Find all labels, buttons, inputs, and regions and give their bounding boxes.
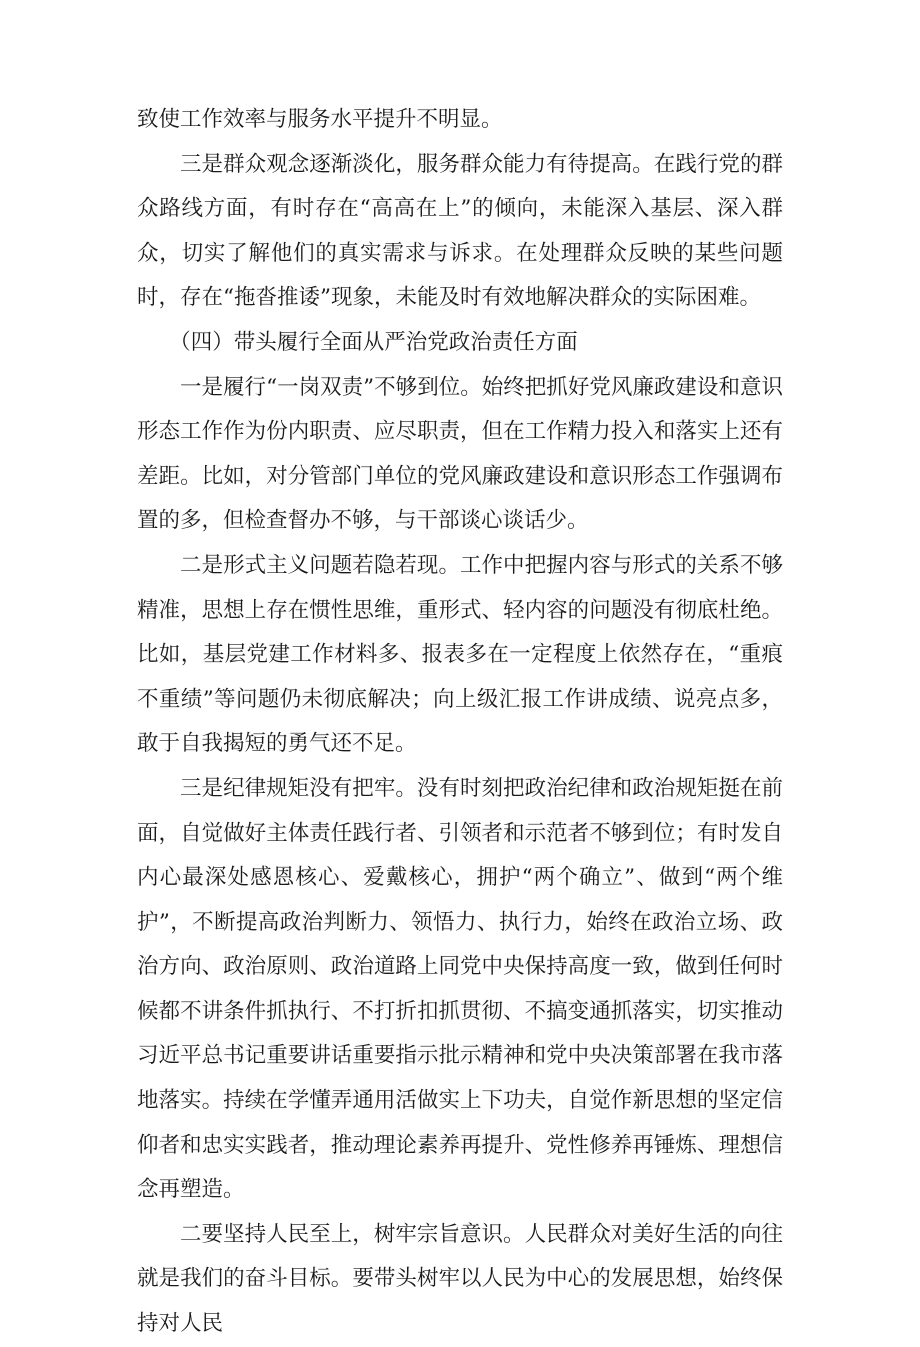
document-body xyxy=(137,98,783,1347)
paragraph-formalism: 二是形式主义问题若隐若现。工作中把握内容与形式的关系不够精准，思想上存在惯性思维，重形式、轻内容的问题没有彻底杜绝。比如，基层党建工作材料多、报表多在一定程度上依然存在，“重痕不重绩”等问题仍未彻底解决；向上级汇报工作讲成绩、说亮点多，敢于自我揭短的勇气还不足。 xyxy=(137,552,783,757)
paragraph-continuation: 致使工作效率与服务水平提升不明显。 xyxy=(137,107,503,132)
paragraph-people-first: 二要坚持人民至上，树牢宗旨意识。人民群众对美好生活的向往就是我们的奋斗目标。要带头树牢以人民为中心的发展思想，始终保持对人民 xyxy=(137,1221,783,1337)
paragraph-one-post-two-duties: 一是履行“一岗双责”不够到位。始终把抓好党风廉政建设和意识形态工作作为份内职责、应尽职责，但在工作精力投入和落实上还有差距。比如，对分管部门单位的党风廉政建设和意识形态工作强调布置的多，但检查督办不够，与干部谈心谈话少。 xyxy=(137,374,783,534)
section-heading-four: （四）带头履行全面从严治党政治责任方面 xyxy=(169,329,578,355)
paragraph-discipline-rules: 三是纪律规矩没有把牢。没有时刻把政治纪律和政治规矩挺在前面，自觉做好主体责任践行者、引领者和示范者不够到位；有时发自内心最深处感恩核心、爱戴核心，拥护“两个确立”、做到“两个维护”，不断提高政治判断力、领悟力、执行力，始终在政治立场、政治方向、政治原则、政治道路上同党中央保持高度一致，做到任何时候都不讲条件抓执行、不打折扣抓贯彻、不搞变通抓落实，切实推动习近平总书记重要讲话重要指示批示精神和党中央决策部署在我市落地落实。持续在学懂弄通用活做实上下功夫，自觉作新思想的坚定信仰者和忠实实践者，推动理论素养再提升、党性修养再锤炼、理想信念再塑造。 xyxy=(137,775,783,1203)
paragraph-mass-concept: 三是群众观念逐渐淡化，服务群众能力有待提高。在践行党的群众路线方面，有时存在“高高在上”的倾向，未能深入基层、深入群众，切实了解他们的真实需求与诉求。在处理群众反映的某些问题时，存在“拖沓推诿”现象，未能及时有效地解决群众的实际困难。 xyxy=(137,151,783,311)
